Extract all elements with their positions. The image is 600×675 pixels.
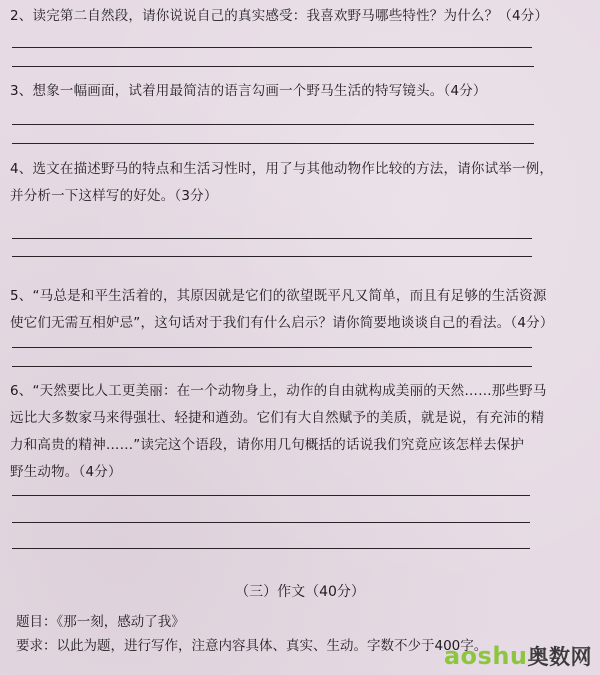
question-5 [10, 283, 590, 337]
answer-line [12, 366, 532, 367]
aoshu-watermark-logo [444, 641, 592, 671]
answer-line [12, 47, 532, 48]
question-4-line-1: 4、选文在描述野马的特点和生活习性时，用了与其他动物作比较的方法，请你试举一例， [10, 161, 554, 177]
question-5-line-1: 5、“马总是和平生活着的，其原因就是它们的欲望既平凡又简单，而且有足够的生活资源 [10, 288, 547, 304]
question-5-line-2: 使它们无需互相妒忌”，这句话对于我们有什么启示？请你简要地谈谈自己的看法。（4分） [10, 315, 554, 331]
composition-requirement: 要求：以此为题，进行写作，注意内容具体、真实、生动。字数不少于400字。 [16, 638, 488, 654]
answer-line [12, 495, 530, 496]
question-4-line-2: 并分析一下这样写的好处。（3分） [10, 188, 218, 204]
question-6-line-4: 野生动物。（4分） [10, 464, 122, 480]
watermark-chinese: 奥数网 [527, 645, 592, 669]
question-6-line-3: 力和高贵的精神……”读完这个语段，请你用几句概括的话说我们究竟应该怎样去保护 [10, 437, 525, 453]
question-3 [10, 78, 590, 105]
question-4 [10, 156, 590, 210]
question-2 [10, 3, 590, 30]
composition-topic: 题目：《那一刻，感动了我》 [16, 614, 185, 630]
composition-section-title: （三）作文（40分） [235, 584, 365, 600]
question-6-line-2: 远比大多数家马来得强壮、轻捷和遒劲。它们有大自然赋予的美质，就是说，有充沛的精 [10, 410, 545, 426]
answer-line [12, 238, 532, 239]
question-6 [10, 378, 590, 486]
answer-line [12, 548, 530, 549]
answer-line [12, 347, 532, 348]
answer-line [12, 124, 534, 125]
answer-line [12, 256, 532, 257]
watermark-latin: aoshu [443, 642, 528, 670]
question-2-text: 2、读完第二自然段，请你说说自己的真实感受：我喜欢野马哪些特性？为什么？（4分） [10, 8, 549, 24]
answer-line [12, 66, 534, 67]
answer-line [12, 143, 534, 144]
question-3-text: 3、想象一幅画面，试着用最简洁的语言勾画一个野马生活的特写镜头。（4分） [10, 83, 487, 99]
question-6-line-1: 6、“天然要比人工更美丽：在一个动物身上，动作的自由就构成美丽的天然……那些野马 [10, 383, 547, 399]
answer-line [12, 522, 530, 523]
